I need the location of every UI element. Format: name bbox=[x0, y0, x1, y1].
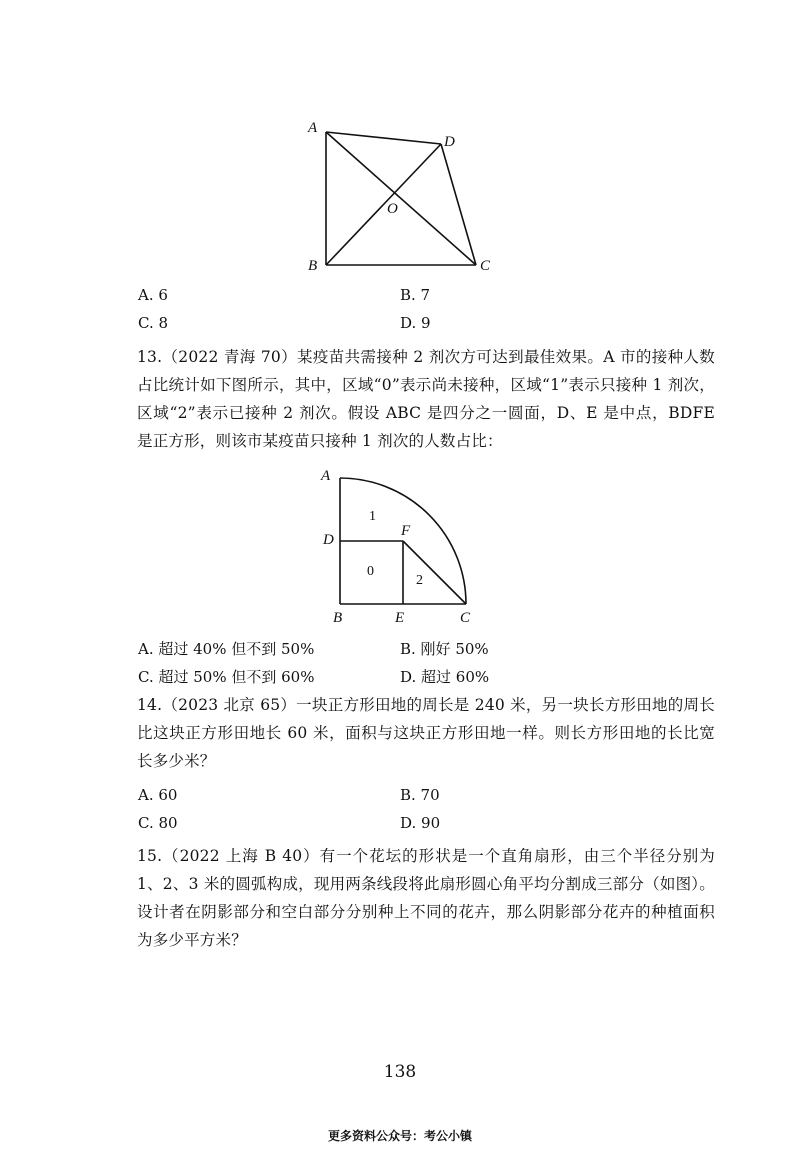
label-e: E bbox=[395, 610, 405, 626]
label-a: A bbox=[321, 468, 331, 484]
region-0-label: 0 bbox=[367, 564, 374, 579]
q14-option-c[interactable]: C. 80 bbox=[138, 814, 178, 832]
q13-option-a[interactable]: A. 超过 40% 但不到 50% bbox=[138, 640, 315, 658]
quarter-circle-figure bbox=[315, 460, 485, 630]
q13-option-c[interactable]: C. 超过 50% 但不到 60% bbox=[138, 668, 315, 686]
label-c: C bbox=[460, 610, 471, 626]
edge-ad bbox=[326, 132, 441, 144]
q14-stem: 14.（2023 北京 65）一块正方形田地的周长是 240 米，另一块长方形田地的周长比这块正方形田地长 60 米，面积与这块正方形田地一样。则长方形田地的长比宽长多少米？ bbox=[137, 696, 715, 770]
footer-watermark: 更多资料公众号：考公小镇 bbox=[327, 1129, 472, 1143]
page-number: 138 bbox=[383, 1062, 417, 1082]
q13-stem: 13.（2022 青海 70）某疫苗共需接种 2 剂次方可达到最佳效果。A 市的接种人数占比统计如下图所示，其中，区域“0”表示尚未接种，区域“1”表示只接种 1 剂次，区域“2”表示已接种 2 剂次。假设 ABC 是四分之一圆面，D、E 是中点，BDFE 是正方形，则该市某疫苗只接种 1 剂次的人数占比： bbox=[137, 348, 715, 450]
q12-option-d[interactable]: D. 9 bbox=[400, 314, 431, 332]
region-1-label: 1 bbox=[369, 509, 376, 524]
q14-option-d[interactable]: D. 90 bbox=[400, 814, 441, 832]
label-d: D bbox=[323, 532, 334, 548]
region-2-label: 2 bbox=[416, 573, 423, 588]
q13-option-b[interactable]: B. 刚好 50% bbox=[400, 640, 489, 658]
label-o: O bbox=[387, 201, 398, 217]
q12-option-a[interactable]: A. 6 bbox=[138, 286, 168, 304]
label-c: C bbox=[480, 258, 491, 274]
q12-option-b[interactable]: B. 7 bbox=[400, 286, 431, 304]
label-a: A bbox=[308, 120, 318, 136]
diagonal-bd bbox=[326, 144, 441, 265]
label-b: B bbox=[333, 610, 343, 626]
q15-stem: 15.（2022 上海 B 40）有一个花坛的形状是一个直角扇形，由三个半径分别为 1、2、3 米的圆弧构成，现用两条线段将此扇形圆心角平均分割成三部分（如图）。设计者在阴影部分和空白部分分别种上不同的花卉，那么阴影部分花卉的种植面积为多少平方米？ bbox=[137, 847, 715, 949]
segment-fc bbox=[403, 541, 466, 604]
q14-option-b[interactable]: B. 70 bbox=[400, 786, 440, 804]
q14-option-a[interactable]: A. 60 bbox=[138, 786, 178, 804]
label-b: B bbox=[308, 258, 318, 274]
quadrilateral-figure bbox=[300, 112, 510, 277]
q13-option-d[interactable]: D. 超过 60% bbox=[400, 668, 490, 686]
label-f: F bbox=[401, 523, 411, 539]
label-d: D bbox=[444, 134, 455, 150]
diagonal-ac bbox=[326, 132, 476, 265]
edge-dc bbox=[441, 144, 476, 265]
q12-option-c[interactable]: C. 8 bbox=[138, 314, 169, 332]
